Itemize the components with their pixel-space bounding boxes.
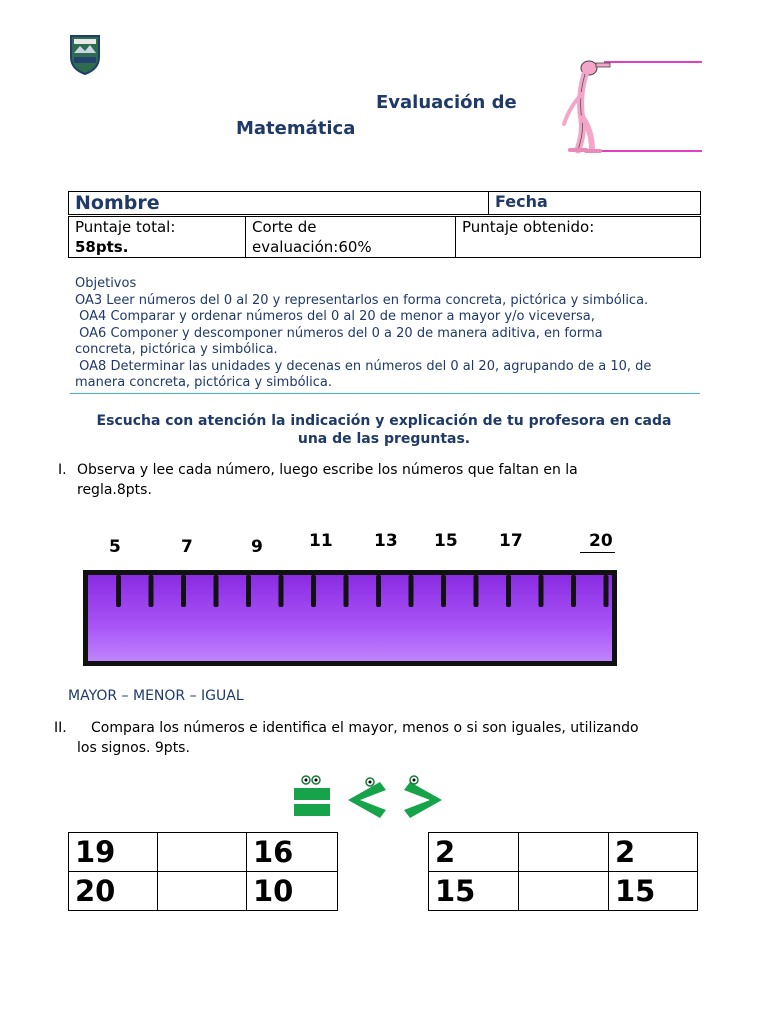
page-title-line-1: Evaluación de (376, 92, 517, 113)
ruler-tick (506, 575, 511, 607)
total-score-label: Puntaje total: (75, 218, 176, 236)
ruler-tick (116, 575, 121, 607)
ruler-number: 7 (181, 537, 193, 557)
objective-line: OA6 Componer y descomponer números del 0 a 20 de manera aditiva, en forma (75, 325, 603, 341)
objectives-heading: Objetivos (75, 276, 137, 291)
compare-answer-box[interactable] (158, 872, 247, 911)
cut-score-value: evaluación:60% (252, 238, 372, 256)
question-1-line-1: Observa y lee cada número, luego escribe los números que faltan en la (77, 462, 578, 478)
question-2-line-1: Compara los números e identifica el mayor, menos o si son iguales, utilizando (91, 720, 639, 736)
ruler-tick (279, 575, 284, 607)
student-info-table (68, 191, 701, 215)
greater-than-croc-icon (404, 776, 442, 818)
question-2-number: II. (54, 720, 67, 736)
score-table (68, 216, 701, 258)
compare-number: 20 (69, 872, 158, 911)
ruler-number: 5 (109, 537, 121, 557)
compare-number: 16 (247, 833, 338, 872)
objective-line: OA4 Comparar y ordenar números del 0 al 20 de menor a mayor y/o viceversa, (75, 309, 595, 324)
ruler-tick (181, 575, 186, 607)
ruler-tick (246, 575, 251, 607)
ruler-tick (214, 575, 219, 607)
table-row (429, 833, 698, 872)
ruler-number-underline (580, 552, 615, 553)
pink-panther-illustration (556, 54, 706, 160)
objectives-block (75, 276, 695, 392)
table-row (69, 833, 338, 872)
question-2-text (77, 718, 691, 758)
objectives-divider (70, 393, 700, 394)
table-row (429, 872, 698, 911)
signs-legend: MAYOR – MENOR – IGUAL (68, 688, 244, 704)
comparison-signs-illustration (290, 772, 450, 828)
ruler-tick (409, 575, 414, 607)
ruler-tick (149, 575, 154, 607)
name-label: Nombre (75, 192, 160, 214)
equals-croc-icon (294, 776, 330, 816)
compare-grid-right (428, 832, 698, 911)
less-than-croc-icon (348, 778, 386, 818)
cut-score-cell (246, 217, 456, 258)
total-score-value: 58pts. (75, 238, 129, 256)
ruler-tick (376, 575, 381, 607)
compare-answer-box[interactable] (519, 833, 609, 872)
date-field[interactable] (489, 192, 701, 215)
date-label: Fecha (495, 192, 548, 211)
compare-answer-box[interactable] (158, 833, 247, 872)
ruler-number: 17 (499, 531, 523, 551)
compare-number: 15 (609, 872, 698, 911)
objective-line: OA8 Determinar las unidades y decenas en números del 0 al 20, agrupando de a 10, de (75, 358, 652, 374)
question-1-text (77, 460, 677, 500)
ruler-tick (571, 575, 576, 607)
ruler-number: 20 (589, 531, 613, 551)
ruler-number: 11 (309, 531, 333, 551)
cut-score-label: Corte de (252, 218, 317, 236)
name-field[interactable] (69, 192, 489, 215)
compare-number: 15 (429, 872, 519, 911)
ruler-tick (474, 575, 479, 607)
question-2-line-2: los signos. 9pts. (77, 740, 190, 756)
ruler-tick (539, 575, 544, 607)
compare-number: 19 (69, 833, 158, 872)
obtained-score-label: Puntaje obtenido: (462, 218, 595, 236)
ruler-number: 13 (374, 531, 398, 551)
compare-number: 2 (429, 833, 519, 872)
instruction-line-1: Escucha con atención la indicación y explicación de tu profesora en cada (96, 413, 672, 429)
instruction-text (68, 412, 700, 448)
objective-line: concreta, pictórica y simbólica. (75, 342, 278, 357)
ruler-tick (344, 575, 349, 607)
question-1-number: I. (58, 462, 67, 478)
question-1-line-2: regla.8pts. (77, 482, 152, 498)
ruler-tick (441, 575, 446, 607)
compare-grid-left (68, 832, 338, 911)
instruction-line-2: una de las preguntas. (297, 431, 471, 447)
objective-line: OA3 Leer números del 0 al 20 y representarlos en forma concreta, pictórica y simbólica. (75, 292, 649, 308)
compare-number: 10 (247, 872, 338, 911)
ruler-number: 9 (251, 537, 263, 557)
obtained-score-cell[interactable] (456, 217, 701, 258)
table-row (69, 872, 338, 911)
ruler-image (80, 556, 620, 672)
total-score-cell (69, 217, 246, 258)
ruler-number: 15 (434, 531, 458, 551)
ruler-tick (604, 575, 609, 607)
school-logo (68, 33, 102, 75)
objective-line: manera concreta, pictórica y simbólica. (75, 375, 332, 390)
compare-number: 2 (609, 833, 698, 872)
compare-answer-box[interactable] (519, 872, 609, 911)
ruler-tick (311, 575, 316, 607)
page-title-line-2: Matemática (236, 118, 356, 139)
